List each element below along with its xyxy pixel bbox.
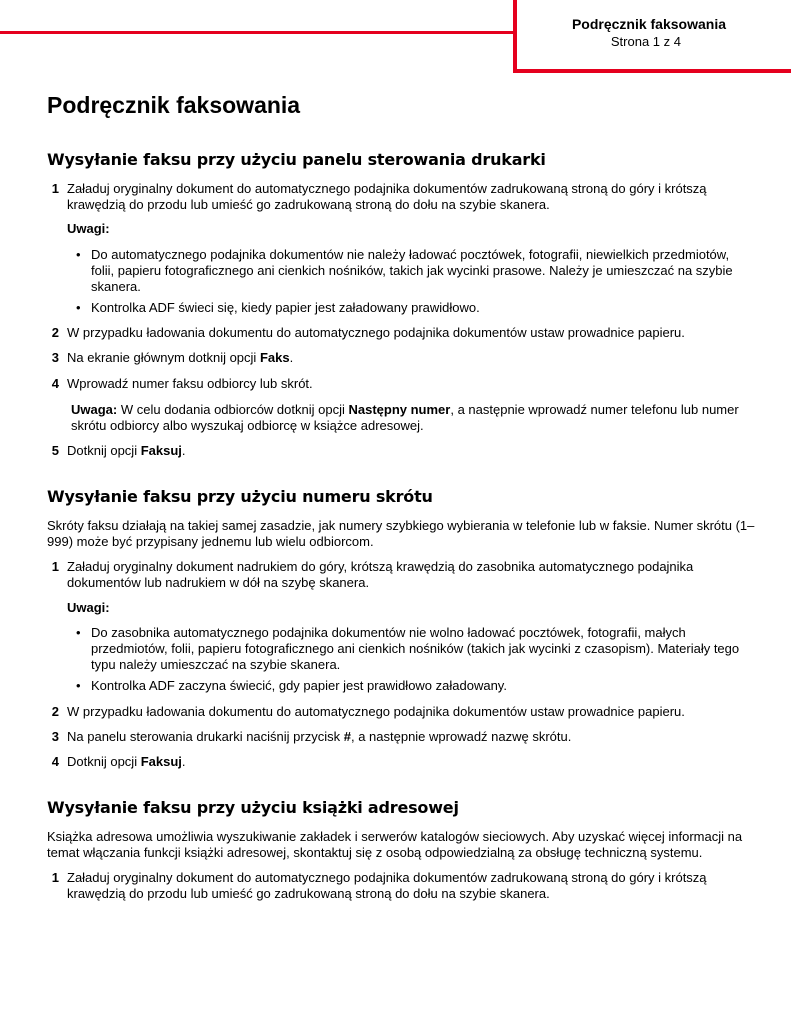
bullet-item	[76, 300, 746, 316]
note-label: Uwaga:	[71, 402, 118, 417]
step-number: 3	[51, 350, 59, 365]
step-1	[47, 181, 767, 213]
bullet-text: Do automatycznego podajnika dokumentów nie należy ładować pocztówek, fotografii, niewielkich przedmiotów, folii, papieru fotograficznego ani cienkich nośników, takich jak wycinki prasowe. Należy je umieszczać na szybie skanera.	[91, 247, 733, 294]
step-3	[47, 350, 767, 366]
step-2	[47, 325, 767, 341]
notes-label: Uwagi:	[67, 600, 110, 615]
step-2	[47, 704, 767, 720]
bullet-item	[76, 247, 746, 295]
step-text: Dotknij opcji Faksuj.	[67, 443, 186, 458]
step-number: 1	[51, 181, 59, 196]
step-4	[47, 754, 767, 770]
bullet-icon: •	[76, 625, 81, 640]
bullet-item	[76, 625, 746, 673]
step-number: 1	[51, 559, 59, 574]
step-number: 2	[51, 704, 59, 719]
section-heading-control-panel: Wysyłanie faksu przy użyciu panelu sterowania drukarki	[47, 150, 546, 169]
step-number: 2	[51, 325, 59, 340]
document-title: Podręcznik faksowania	[47, 92, 301, 118]
step-text: Załaduj oryginalny dokument nadrukiem do góry, krótszą krawędzią do zasobnika automatycznego podajnika dokumentów lub nadrukiem w dół na szybę skanera.	[67, 559, 694, 590]
bullet-text: Do zasobnika automatycznego podajnika dokumentów nie wolno ładować pocztówek, fotografii, małych przedmiotów, folii, papieru fotograficznego ani cienkich nośników (takich jak wycinki z czasopism). Materiały tego typu należy umieszczać na szybie skanera.	[91, 625, 740, 672]
header-rule-vertical	[513, 0, 517, 72]
header-rule-top	[0, 31, 516, 34]
step-number: 1	[51, 870, 59, 885]
step-number: 5	[51, 443, 59, 458]
step-text: W przypadku ładowania dokumentu do automatycznego podajnika dokumentów ustaw prowadnice papieru.	[67, 325, 685, 340]
bullet-icon: •	[76, 678, 81, 693]
step-1	[47, 870, 767, 902]
step-number: 4	[51, 376, 59, 391]
step-text: Załaduj oryginalny dokument do automatycznego podajnika dokumentów zadrukowaną stroną do góry i krótszą krawędzią do przodu lub umieść go zadrukowaną stroną do dołu na szybie skanera.	[67, 181, 707, 212]
step-text: W przypadku ładowania dokumentu do automatycznego podajnika dokumentów ustaw prowadnice papieru.	[67, 704, 685, 719]
step-3	[47, 729, 767, 745]
section-intro: Książka adresowa umożliwia wyszukiwanie zakładek i serwerów katalogów sieciowych. Aby uzyskać więcej informacji na temat włączania funkcji książki adresowej, skontaktuj się z osobą odpowiedzialną za obsługę techniczną systemu.	[47, 829, 743, 860]
step-text: Na ekranie głównym dotknij opcji Faks.	[67, 350, 294, 365]
step-text: Dotknij opcji Faksuj.	[67, 754, 186, 769]
step-4	[47, 376, 767, 392]
note-block: Uwaga: W celu dodania odbiorców dotknij opcji Następny numer, a następnie wprowadź numer telefonu lub numer skrótu odbiorcy albo wyszukaj odbiorcę w książce adresowej.	[71, 402, 739, 433]
step-text: Na panelu sterowania drukarki naciśnij przycisk #, a następnie wprowadź nazwę skrótu.	[67, 729, 572, 744]
section-heading-address-book: Wysyłanie faksu przy użyciu książki adresowej	[47, 798, 459, 817]
notes-label: Uwagi:	[67, 221, 110, 236]
section-intro: Skróty faksu działają na takiej samej zasadzie, jak numery szybkiego wybierania w telefonie lub w faksie. Numer skrótu (1–999) może być przypisany jednemu lub wielu odbiorcom.	[47, 518, 755, 549]
header-page-number: Strona 1 z 4	[610, 34, 681, 49]
bullet-text: Kontrolka ADF świeci się, kiedy papier jest załadowany prawidłowo.	[91, 300, 480, 315]
bullet-text: Kontrolka ADF zaczyna świecić, gdy papier jest prawidłowo załadowany.	[91, 678, 507, 693]
step-text: Wprowadź numer faksu odbiorcy lub skrót.	[67, 376, 313, 391]
bullet-icon: •	[76, 247, 81, 262]
step-text: Załaduj oryginalny dokument do automatycznego podajnika dokumentów zadrukowaną stroną do góry i krótszą krawędzią do przodu lub umieść go zadrukowaną stroną do dołu na szybie skanera.	[67, 870, 707, 901]
step-number: 3	[51, 729, 59, 744]
bullet-item	[76, 678, 746, 694]
step-number: 4	[51, 754, 59, 769]
step-1	[47, 559, 767, 591]
header-title: Podręcznik faksowania	[571, 16, 726, 32]
step-5	[47, 443, 767, 459]
bullet-icon: •	[76, 300, 81, 315]
header-rule-bottom	[513, 69, 791, 73]
section-heading-shortcut: Wysyłanie faksu przy użyciu numeru skrótu	[47, 487, 433, 506]
